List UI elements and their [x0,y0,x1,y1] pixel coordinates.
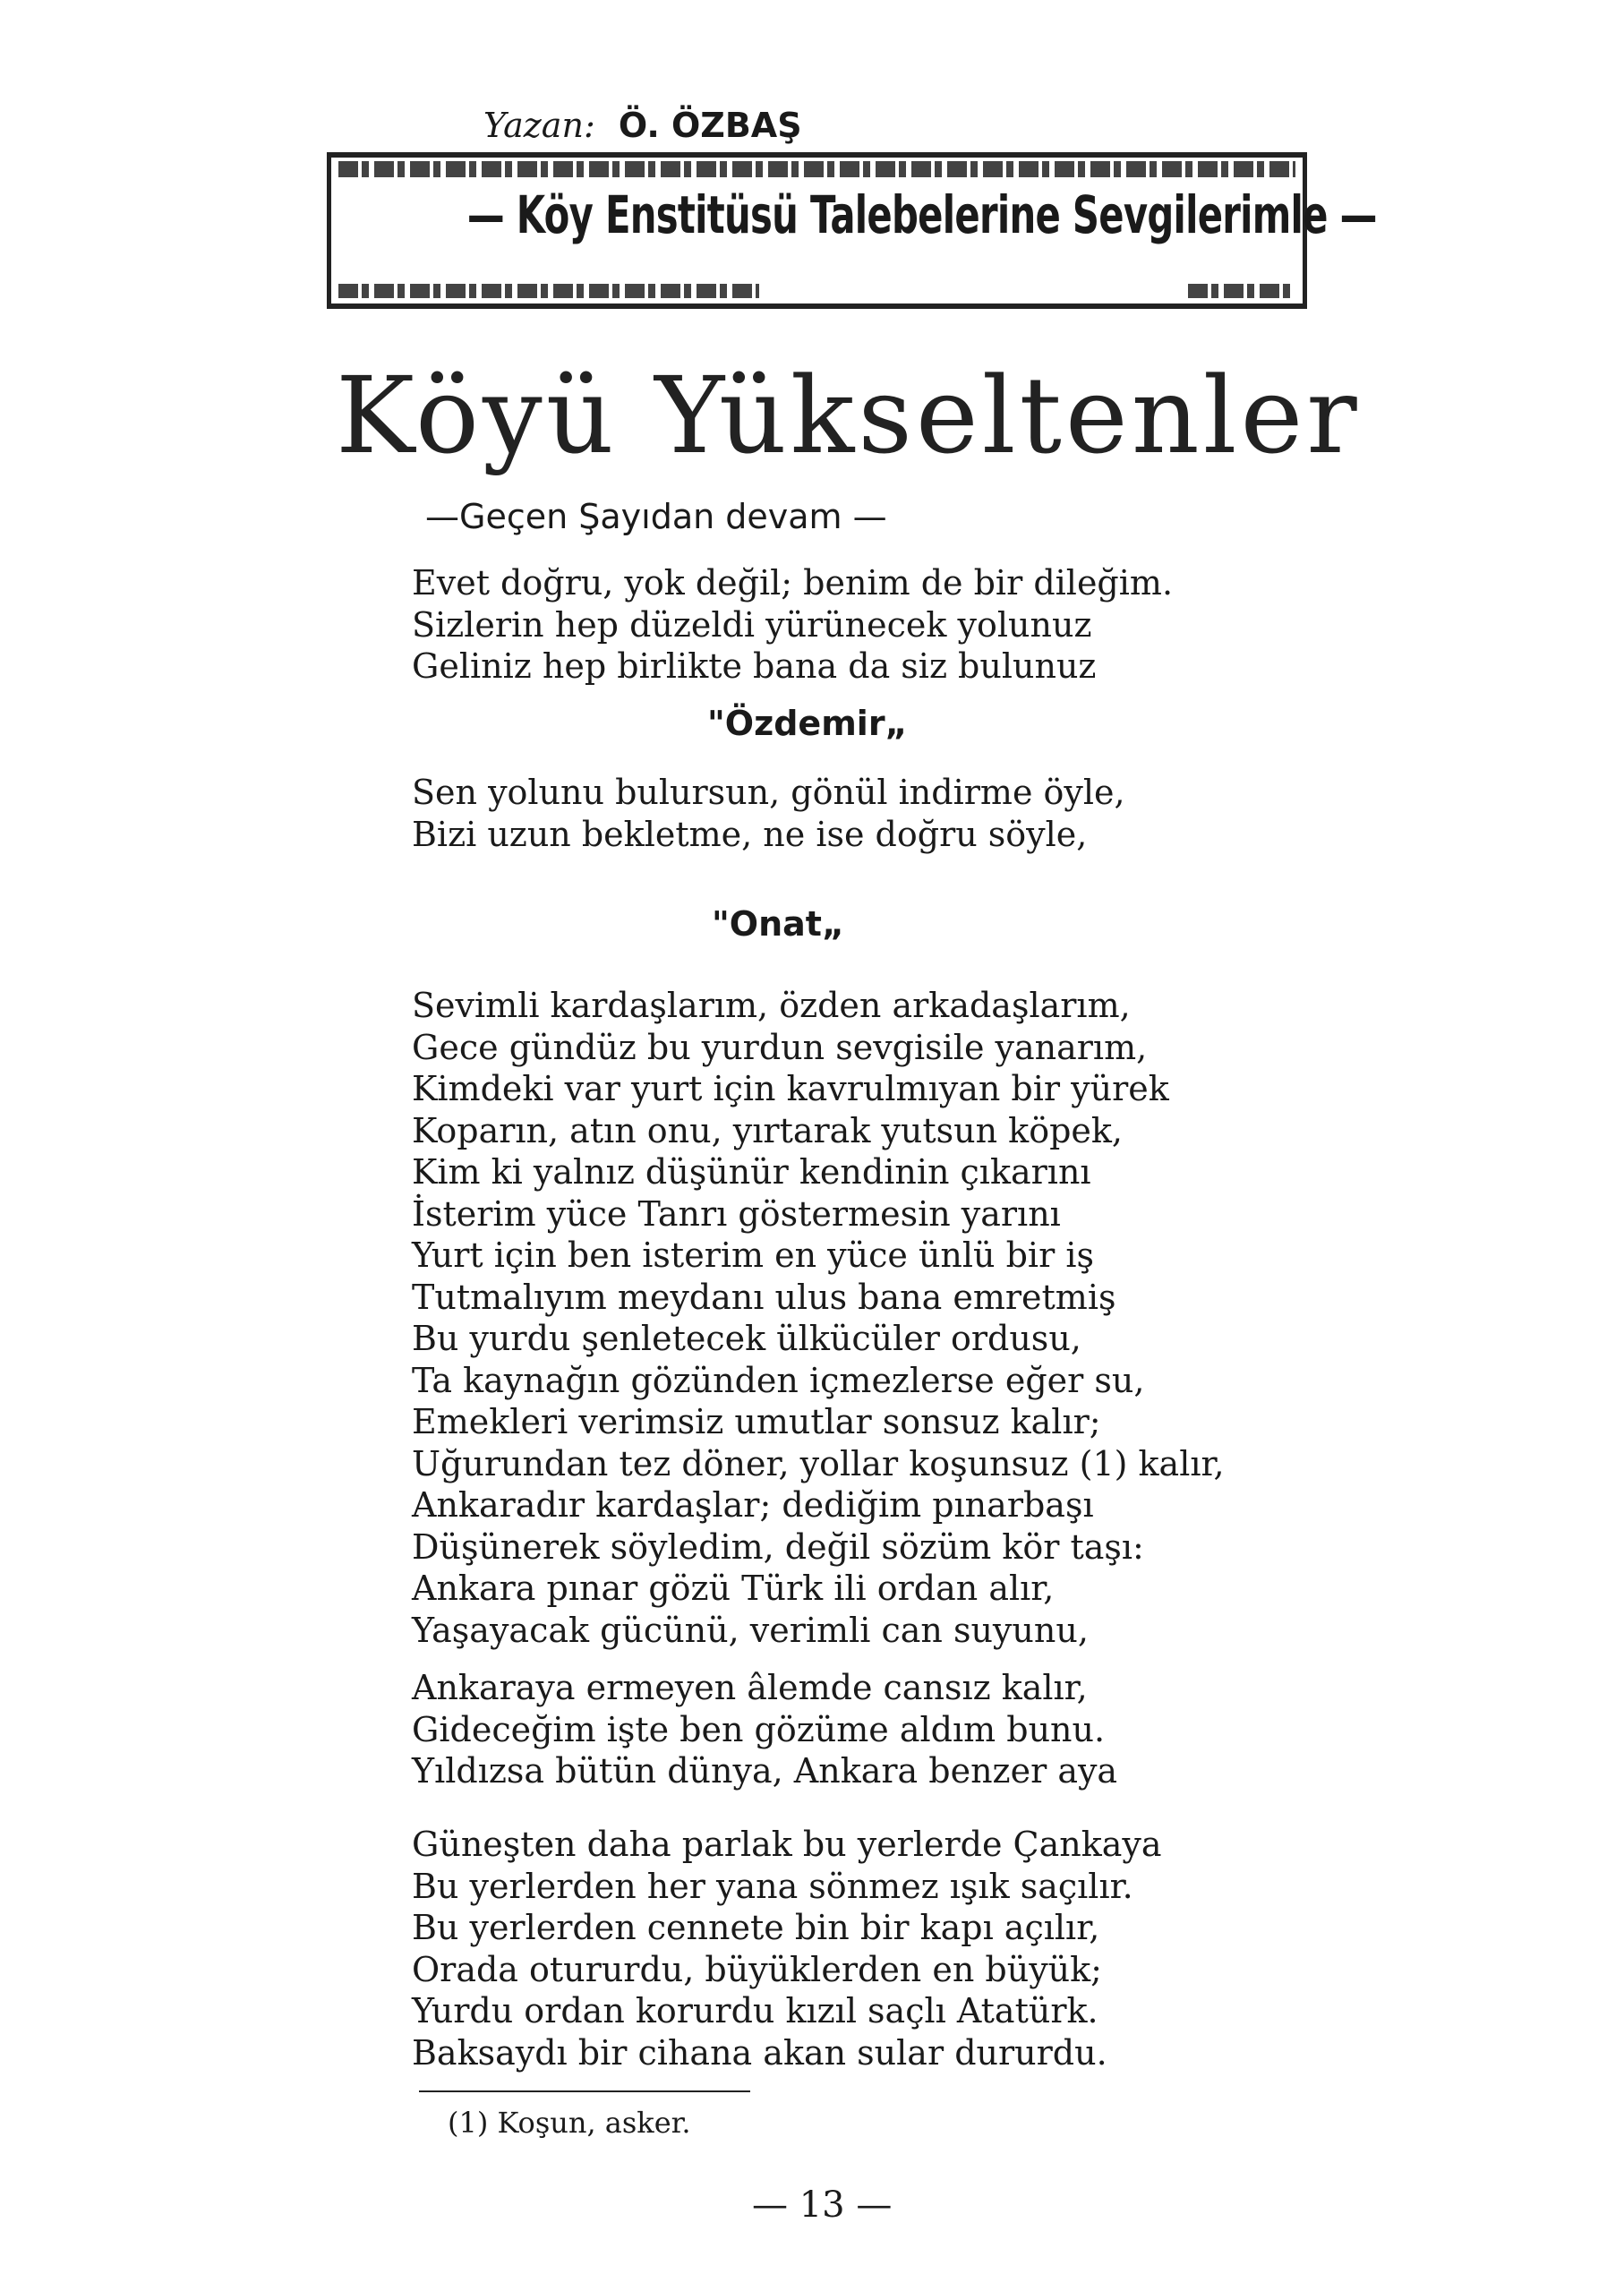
stanza-4 [412,1667,1117,1792]
poem-line: Gece gündüz bu yurdun sevgisile yanarım, [412,1027,1148,1067]
poem-line: Baksaydı bir cihana akan sular dururdu. [412,2032,1107,2073]
ornament-border-bottom-right [1188,284,1295,298]
poem-line: Güneşten daha parlak bu yerlerde Çankaya [412,1825,1162,1864]
footnote-divider [419,2090,750,2092]
poem-line: Bu yerlerden her yana sönmez ışık saçılır. [412,1866,1133,1906]
header-title: — Köy Enstitüsü Talebelerine Sevgilerimle — [466,184,1377,245]
speaker-ozdemir: "Özdemir„ [707,704,908,743]
poem-line: Tutmalıyım meydanı ulus bana emretmiş [412,1277,1116,1317]
poem-line: Ta kaynağın gözünden içmezlerse eğer su, [412,1360,1145,1400]
poem-line: Bu yurdu şenletecek ülkücüler ordusu, [412,1319,1081,1358]
poem-line: Yurdu ordan korurdu kızıl saçlı Atatürk. [412,1991,1098,2030]
header-banner [327,152,1377,309]
poem-line: Gideceğim işte ben gözüme aldım bunu. [412,1709,1106,1749]
poem-line: Bu yerlerden cennete bin bir kapı açılır, [412,1908,1100,1947]
poem-line: Sevimli kardaşlarım, özden arkadaşlarım, [412,986,1131,1025]
poem-line: Yurt için ben isterim en yüce ünlü bir iş [412,1235,1094,1275]
poem-line: Ankaradır kardaşlar; dediğim pınarbaşı [412,1485,1094,1525]
author-label: Yazan: [483,106,595,145]
stanza-2 [412,772,1125,855]
page-title: Köyü Yükseltenler [336,354,1361,477]
footnote: (1) Koşun, asker. [448,2106,691,2140]
ornament-border-top [338,161,1295,177]
continued-note: —Geçen Şayıdan devam — [425,497,887,536]
poem-line: İsterim yüce Tanrı göstermesin yarını [412,1193,1061,1234]
poem-line: Sen yolunu bulursun, gönül indirme öyle, [412,773,1125,812]
stanza-5 [412,1824,1162,2073]
author-name: Ö. ÖZBAŞ [618,106,802,145]
stanza-3 [412,985,1225,1651]
poem-line: Kimdeki var yurt için kavrulmıyan bir yürek [412,1069,1169,1108]
poem-line: Yaşayacak gücünü, verimli can suyunu, [412,1610,1089,1650]
poem-line: Ankara pınar gözü Türk ili ordan alır, [412,1569,1055,1608]
poem-line: Bizi uzun bekletme, ne ise doğru söyle, [412,814,1088,854]
stanza-1 [412,562,1173,688]
author-line [483,106,802,145]
speaker-onat: "Onat„ [712,904,844,944]
poem-line: Koparın, atın onu, yırtarak yutsun köpek, [412,1110,1123,1150]
poem-line: Geliniz hep birlikte bana da siz bulunuz [412,646,1097,686]
poem-line: Uğurundan tez döner, yollar koşunsuz (1) kalır, [412,1443,1225,1483]
poem-line: Ankaraya ermeyen âlemde cansız kalır, [412,1668,1088,1707]
poem-line: Yıldızsa bütün dünya, Ankara benzer aya [412,1751,1118,1791]
poem-line: Sizlerin hep düzeldi yürünecek yolunuz [412,604,1092,645]
poem-line: Evet doğru, yok değil; benim de bir dileğim. [412,563,1174,603]
page-number: — 13 — [752,2184,893,2226]
poem-line: Orada otururdu, büyüklerden en büyük; [412,1949,1102,1989]
poem-line: Emekleri verimsiz umutlar sonsuz kalır; [412,1402,1101,1441]
ornament-border-bottom-left [338,284,759,298]
poem-line: Kim ki yalnız düşünür kendinin çıkarını [412,1152,1091,1192]
poem-line: Düşünerek söyledim, değil sözüm kör taşı: [412,1526,1144,1567]
